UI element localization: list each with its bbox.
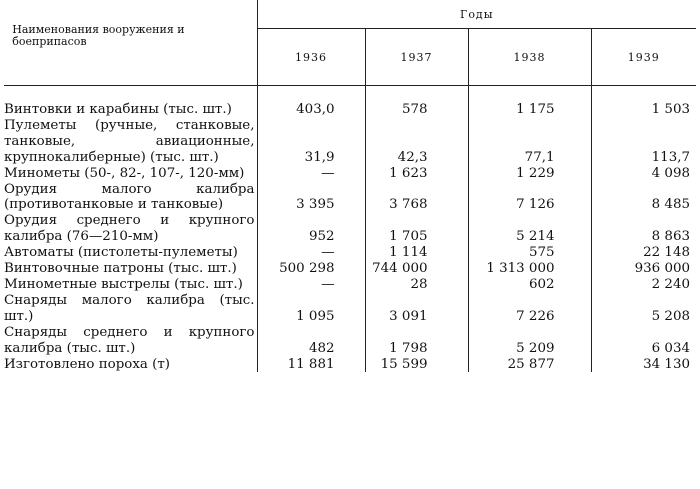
cell-value: —: [257, 277, 365, 293]
table-row: [4, 118, 696, 166]
table-row: [4, 325, 696, 357]
cell-value: 15 599: [365, 357, 468, 373]
cell-value: 1 623: [365, 166, 468, 182]
cell-value: 952: [257, 213, 365, 245]
table-row: [4, 213, 696, 245]
row-label: Минометы (50-, 82-, 107-, 120-мм): [4, 165, 245, 181]
table-row: [4, 261, 696, 277]
row-label: Снаряды среднего и крупного калибра (тыс. шт.): [4, 324, 255, 356]
cell-value: 602: [468, 277, 591, 293]
cell-value: —: [257, 166, 365, 182]
cell-value: 500 298: [257, 261, 365, 277]
cell-value: 3 395: [257, 182, 365, 214]
cell-value: 403,0: [257, 86, 365, 118]
cell-value: 4 098: [591, 166, 696, 182]
cell-value: 11 881: [257, 357, 365, 373]
row-label: Автоматы (пистолеты-пулеметы): [4, 245, 238, 261]
cell-value: 7 226: [468, 293, 591, 325]
column-header-years: Годы: [257, 0, 696, 29]
row-label: Орудия малого калибра (противотанковые и танковые): [4, 181, 255, 213]
cell-value: 3 091: [365, 293, 468, 325]
cell-value: 34 130: [591, 357, 696, 373]
table-row: [4, 166, 696, 182]
cell-value: 25 877: [468, 357, 591, 373]
cell-value: 3 768: [365, 182, 468, 214]
row-label: Винтовки и карабины (тыс. шт.): [4, 102, 232, 117]
row-label: Винтовочные патроны (тыс. шт.): [4, 261, 237, 277]
cell-value: 2 240: [591, 277, 696, 293]
cell-value: 7 126: [468, 182, 591, 214]
cell-value: 744 000: [365, 261, 468, 277]
cell-value: 5 209: [468, 325, 591, 357]
cell-value: 1 503: [591, 86, 696, 118]
cell-value: 575: [468, 245, 591, 261]
cell-value: 8 485: [591, 182, 696, 214]
table-row: [4, 357, 696, 373]
row-label: Пулеметы (ручные, станковые, танковые, авиационные, крупнокалиберные) (тыс. шт.): [4, 117, 255, 165]
row-label: Изготовлено пороха (т): [4, 356, 171, 372]
cell-value: 1 705: [365, 213, 468, 245]
cell-value: 113,7: [591, 118, 696, 166]
column-header-year: 1938: [468, 29, 591, 86]
column-header-year: 1939: [591, 29, 696, 86]
cell-value: 22 148: [591, 245, 696, 261]
row-label: Орудия среднего и крупного калибра (76—210-мм): [4, 213, 255, 245]
cell-value: 8 863: [591, 213, 696, 245]
cell-value: 5 208: [591, 293, 696, 325]
cell-value: 1 095: [257, 293, 365, 325]
cell-value: 6 034: [591, 325, 696, 357]
cell-value: 31,9: [257, 118, 365, 166]
cell-value: 1 798: [365, 325, 468, 357]
cell-value: 482: [257, 325, 365, 357]
table-row: [4, 277, 696, 293]
row-label: Снаряды малого калибра (тыс. шт.): [4, 292, 255, 324]
column-header-name: Наименования вооружения и боеприпасов: [4, 0, 257, 86]
column-header-year: 1937: [365, 29, 468, 86]
table-row: [4, 245, 696, 261]
column-header-year: 1936: [257, 29, 365, 86]
cell-value: 77,1: [468, 118, 591, 166]
cell-value: 1 175: [468, 86, 591, 118]
cell-value: 1 313 000: [468, 261, 591, 277]
armament-production-table: [4, 0, 696, 372]
cell-value: 578: [365, 86, 468, 118]
table-row: [4, 86, 696, 118]
cell-value: 1 229: [468, 166, 591, 182]
cell-value: 1 114: [365, 245, 468, 261]
cell-value: 28: [365, 277, 468, 293]
cell-value: 5 214: [468, 213, 591, 245]
cell-value: 42,3: [365, 118, 468, 166]
table-row: [4, 182, 696, 214]
row-label: Минометные выстрелы (тыс. шт.): [4, 276, 243, 292]
cell-value: 936 000: [591, 261, 696, 277]
table-row: [4, 293, 696, 325]
cell-value: —: [257, 245, 365, 261]
